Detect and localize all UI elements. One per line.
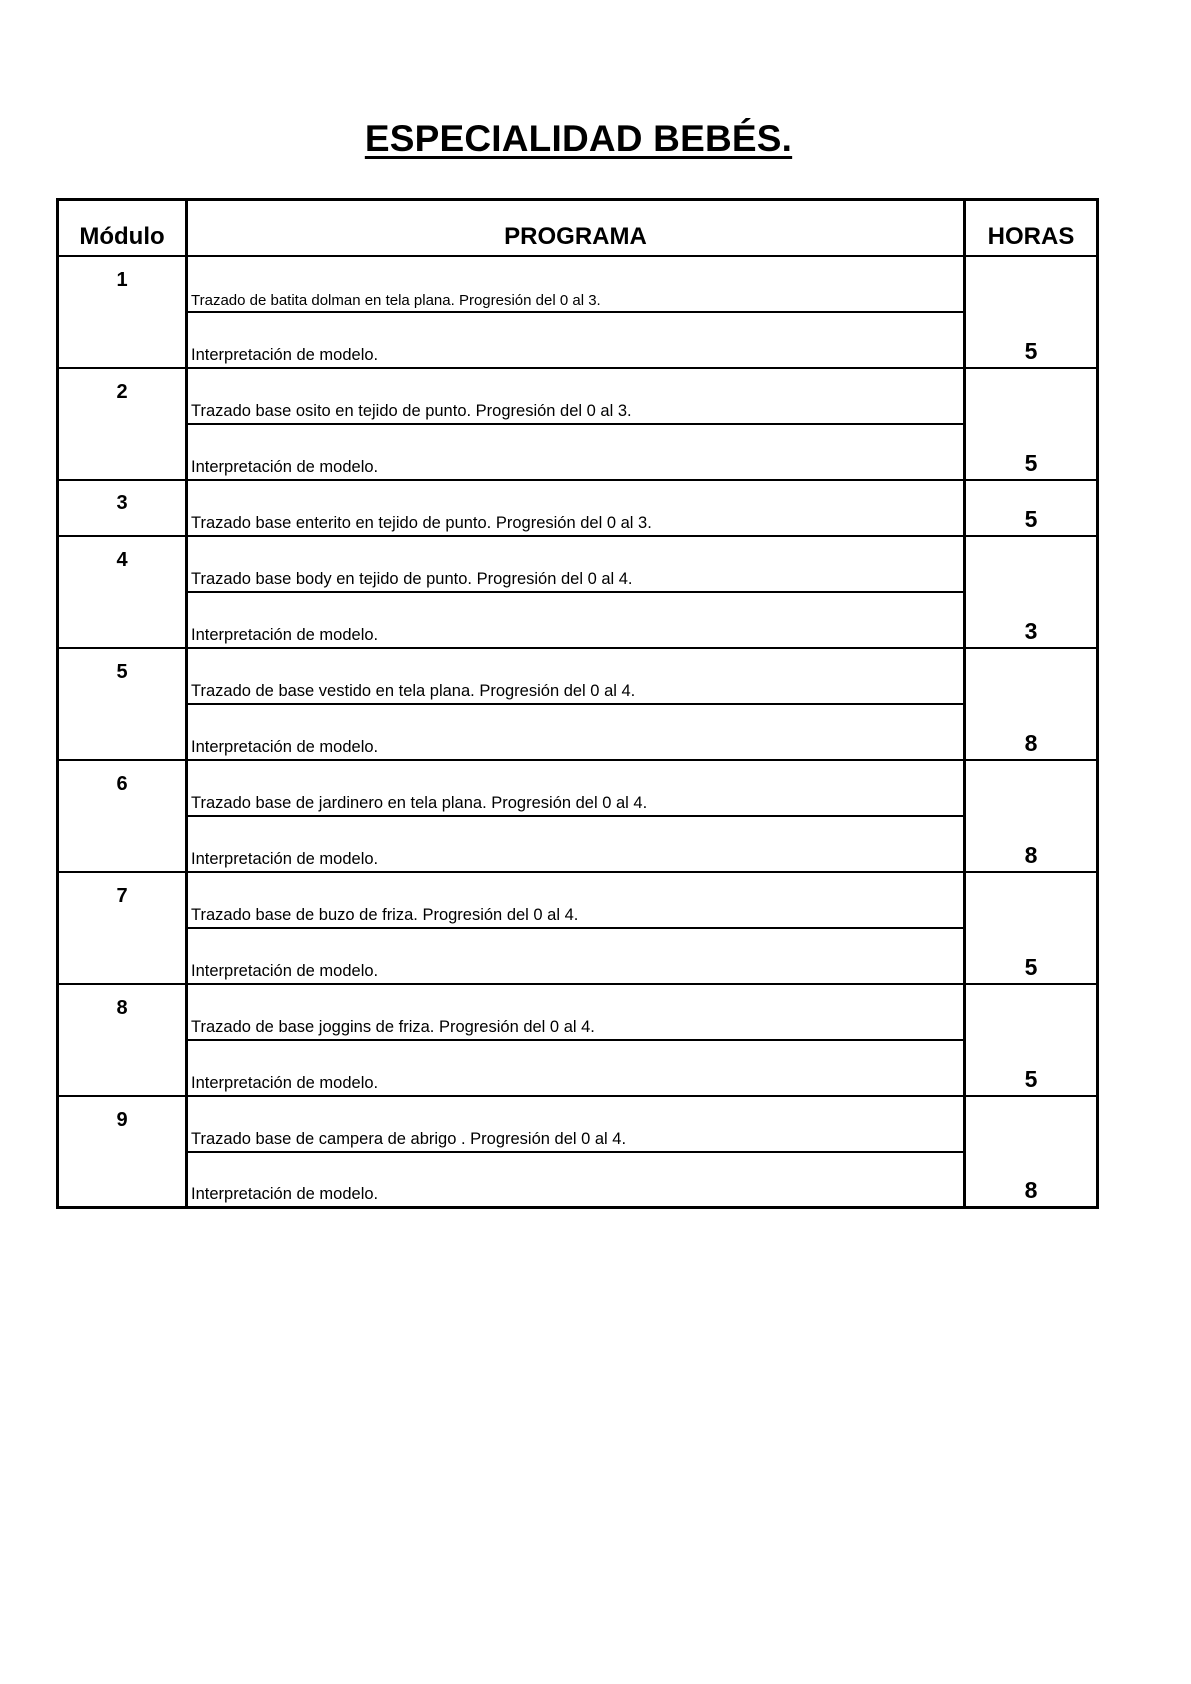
program-text: Interpretación de modelo.: [187, 704, 965, 760]
hours-value: [965, 1096, 1098, 1152]
hours-value: 5: [965, 480, 1098, 536]
table-row: [58, 536, 1098, 592]
module-number: 7: [58, 872, 187, 928]
module-number: [58, 1040, 187, 1096]
table-row: [58, 256, 1098, 312]
page-title: ESPECIALIDAD BEBÉS.: [364, 118, 793, 159]
module-number: [58, 1152, 187, 1208]
table-row: [58, 984, 1098, 1040]
module-number: 6: [58, 760, 187, 816]
module-number: [58, 592, 187, 648]
program-text: Interpretación de modelo.: [187, 312, 965, 368]
module-number: 2: [58, 368, 187, 424]
module-number: [58, 312, 187, 368]
table-row: [58, 1096, 1098, 1152]
program-text: Interpretación de modelo.: [187, 928, 965, 984]
module-number: [58, 928, 187, 984]
table-header-row: [58, 200, 1098, 256]
table-row: [58, 1152, 1098, 1208]
program-text: Trazado base de campera de abrigo . Progresión del 0 al 4.: [187, 1096, 965, 1152]
table-row: [58, 704, 1098, 760]
hours-value: [965, 648, 1098, 704]
table-row: [58, 928, 1098, 984]
hours-value: [965, 760, 1098, 816]
table-row: [58, 872, 1098, 928]
hours-value: 8: [965, 816, 1098, 872]
program-text: Trazado base de jardinero en tela plana. Progresión del 0 al 4.: [187, 760, 965, 816]
program-text: Interpretación de modelo.: [187, 1152, 965, 1208]
module-number: 4: [58, 536, 187, 592]
hours-value: 8: [965, 1152, 1098, 1208]
module-number: [58, 424, 187, 480]
program-text: Interpretación de modelo.: [187, 424, 965, 480]
module-number: 8: [58, 984, 187, 1040]
hours-value: [965, 536, 1098, 592]
hours-value: [965, 256, 1098, 312]
program-text: Trazado de base vestido en tela plana. Progresión del 0 al 4.: [187, 648, 965, 704]
program-text: Interpretación de modelo.: [187, 1040, 965, 1096]
header-module: Módulo: [58, 200, 187, 256]
header-hours: HORAS: [965, 200, 1098, 256]
hours-value: [965, 984, 1098, 1040]
program-text: Trazado de base joggins de friza. Progresión del 0 al 4.: [187, 984, 965, 1040]
table-row: [58, 480, 1098, 536]
module-number: 1: [58, 256, 187, 312]
hours-value: 5: [965, 424, 1098, 480]
hours-value: 5: [965, 312, 1098, 368]
table-row: [58, 424, 1098, 480]
program-text: Trazado base enterito en tejido de punto. Progresión del 0 al 3.: [187, 480, 965, 536]
table-row: [58, 592, 1098, 648]
table-row: [58, 1040, 1098, 1096]
program-text: Trazado base osito en tejido de punto. Progresión del 0 al 3.: [187, 368, 965, 424]
hours-value: [965, 368, 1098, 424]
module-number: 9: [58, 1096, 187, 1152]
module-number: [58, 816, 187, 872]
program-text: Trazado base body en tejido de punto. Progresión del 0 al 4.: [187, 536, 965, 592]
hours-value: 5: [965, 928, 1098, 984]
program-table: [56, 198, 1099, 1209]
hours-value: 3: [965, 592, 1098, 648]
header-program: PROGRAMA: [187, 200, 965, 256]
module-number: [58, 704, 187, 760]
table-row: [58, 648, 1098, 704]
hours-value: 8: [965, 704, 1098, 760]
program-text: Interpretación de modelo.: [187, 592, 965, 648]
table-row: [58, 760, 1098, 816]
module-number: 5: [58, 648, 187, 704]
module-number: 3: [58, 480, 187, 536]
table-row: [58, 368, 1098, 424]
program-text: Trazado base de buzo de friza. Progresión del 0 al 4.: [187, 872, 965, 928]
hours-value: [965, 872, 1098, 928]
program-text: Interpretación de modelo.: [187, 816, 965, 872]
hours-value: 5: [965, 1040, 1098, 1096]
program-text: Trazado de batita dolman en tela plana. Progresión del 0 al 3.: [187, 256, 965, 312]
table-row: [58, 816, 1098, 872]
table-row: [58, 312, 1098, 368]
